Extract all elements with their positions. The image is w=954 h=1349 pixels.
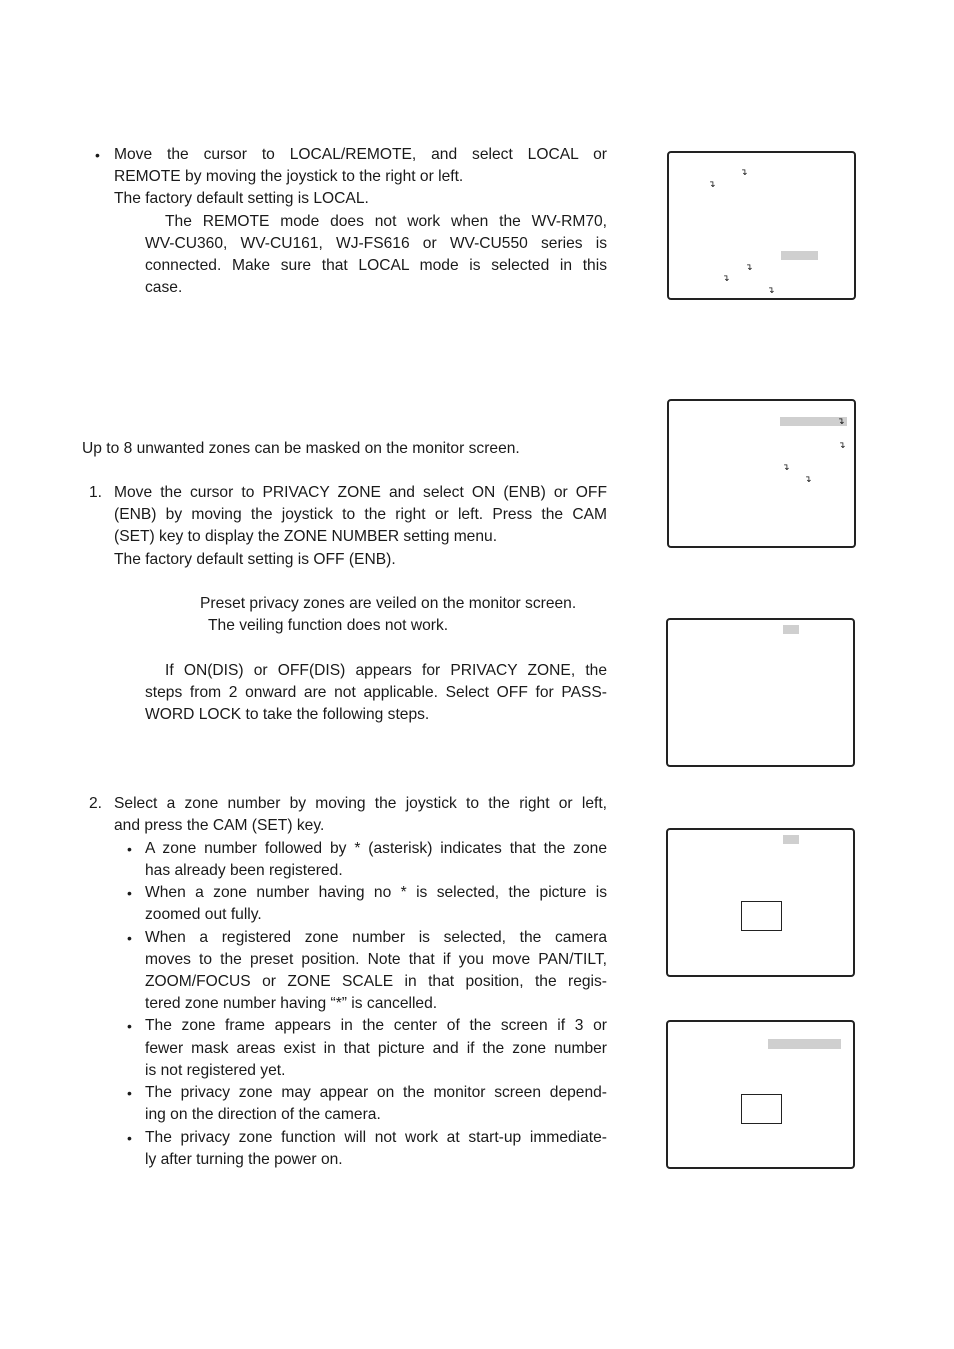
step1-off-description: The veiling function does not work. <box>208 617 449 634</box>
step2-bullet3-line2: moves to the preset position. Note that if you move PAN/TILT, <box>145 951 607 968</box>
step1-on-description: Preset privacy zones are veiled on the monitor screen. <box>200 595 577 612</box>
cursor-arrow-icon: ↴ <box>837 416 845 426</box>
bullet-marker: • <box>127 841 132 857</box>
step-number-2: 2. <box>89 795 103 812</box>
step2-bullet6-line1: The privacy zone function will not work at start-up immediate- <box>145 1129 607 1146</box>
remote-note-line3: connected. Make sure that LOCAL mode is selected in this <box>145 257 607 274</box>
step1-note-line1: If ON(DIS) or OFF(DIS) appears for PRIVACY ZONE, the <box>165 662 607 679</box>
bullet-marker: • <box>127 885 132 901</box>
menu-highlight-bar <box>783 625 799 634</box>
step2-bullet6-line2: ly after turning the power on. <box>145 1151 343 1168</box>
step1-line3: (SET) key to display the ZONE NUMBER setting menu. <box>114 528 498 545</box>
step2-bullet1-line1: A zone number followed by * (asterisk) indicates that the zone <box>145 840 607 857</box>
step2-bullet2-line2: zoomed out fully. <box>145 906 262 923</box>
cursor-arrow-icon: ↴ <box>740 167 748 177</box>
step2-bullet4-line2: fewer mask areas exist in that picture and if the zone number <box>145 1040 607 1057</box>
local-remote-text-line1: Move the cursor to LOCAL/REMOTE, and select LOCAL or <box>114 146 607 163</box>
step2-bullet2-line1: When a zone number having no * is selected, the picture is <box>145 884 607 901</box>
cursor-arrow-icon: ↴ <box>767 285 775 295</box>
cursor-arrow-icon: ↴ <box>804 474 812 484</box>
privacy-zone-intro: Up to 8 unwanted zones can be masked on the monitor screen. <box>82 440 520 457</box>
step2-bullet5-line2: ing on the direction of the camera. <box>145 1106 381 1123</box>
step1-note-line2: steps from 2 onward are not applicable. Select OFF for PASS- <box>145 684 607 701</box>
menu-highlight-bar <box>783 835 799 844</box>
step2-bullet3-line4: tered zone number having “*” is cancelled. <box>145 995 438 1012</box>
local-remote-default: The factory default setting is LOCAL. <box>114 190 369 207</box>
menu-highlight-bar <box>781 251 818 260</box>
bullet-marker: • <box>127 1130 132 1146</box>
step2-line2: and press the CAM (SET) key. <box>114 817 325 834</box>
monitor-screen-zone-number <box>666 618 855 767</box>
bullet-marker: • <box>127 1018 132 1034</box>
cursor-arrow-icon: ↴ <box>782 462 790 472</box>
cursor-arrow-icon: ↴ <box>708 179 716 189</box>
zone-frame <box>741 901 782 931</box>
step2-line1: Select a zone number by moving the joystick to the right or left, <box>114 795 607 812</box>
remote-note-line4: case. <box>145 279 183 296</box>
zone-frame <box>741 1094 782 1124</box>
step-number-1: 1. <box>89 484 103 501</box>
step1-note-line3: WORD LOCK to take the following steps. <box>145 706 430 723</box>
step1-line1: Move the cursor to PRIVACY ZONE and select ON (ENB) or OFF <box>114 484 607 501</box>
step2-bullet1-line2: has already been registered. <box>145 862 343 879</box>
monitor-screen-zone-position <box>666 1020 855 1169</box>
menu-highlight-bar <box>768 1039 841 1049</box>
step2-bullet3-line3: ZOOM/FOCUS or ZONE SCALE in that position, the regis- <box>145 973 607 990</box>
remote-note-line1: The REMOTE mode does not work when the WV-RM70, <box>165 213 607 230</box>
step2-bullet4-line1: The zone frame appears in the center of the screen if 3 or <box>145 1017 607 1034</box>
cursor-arrow-icon: ↴ <box>722 273 730 283</box>
monitor-screen-privacy-menu <box>667 399 856 548</box>
step1-default: The factory default setting is OFF (ENB). <box>114 551 396 568</box>
monitor-screen-zone-frame <box>666 828 855 977</box>
local-remote-text-line2: REMOTE by moving the joystick to the right or left. <box>114 168 464 185</box>
bullet-marker: • <box>127 930 132 946</box>
cursor-arrow-icon: ↴ <box>745 262 753 272</box>
remote-note-line2: WV-CU360, WV-CU161, WJ-FS616 or WV-CU550 series is <box>145 235 607 252</box>
step2-bullet5-line1: The privacy zone may appear on the monitor screen depend- <box>145 1084 607 1101</box>
bullet-marker: • <box>127 1085 132 1101</box>
step2-bullet3-line1: When a registered zone number is selected, the camera <box>145 929 607 946</box>
cursor-arrow-icon: ↴ <box>838 440 846 450</box>
step2-bullet4-line3: is not registered yet. <box>145 1062 286 1079</box>
monitor-screen-setup-menu <box>667 151 856 300</box>
step1-line2: (ENB) by moving the joystick to the right or left. Press the CAM <box>114 506 607 523</box>
bullet-marker: • <box>95 147 100 163</box>
